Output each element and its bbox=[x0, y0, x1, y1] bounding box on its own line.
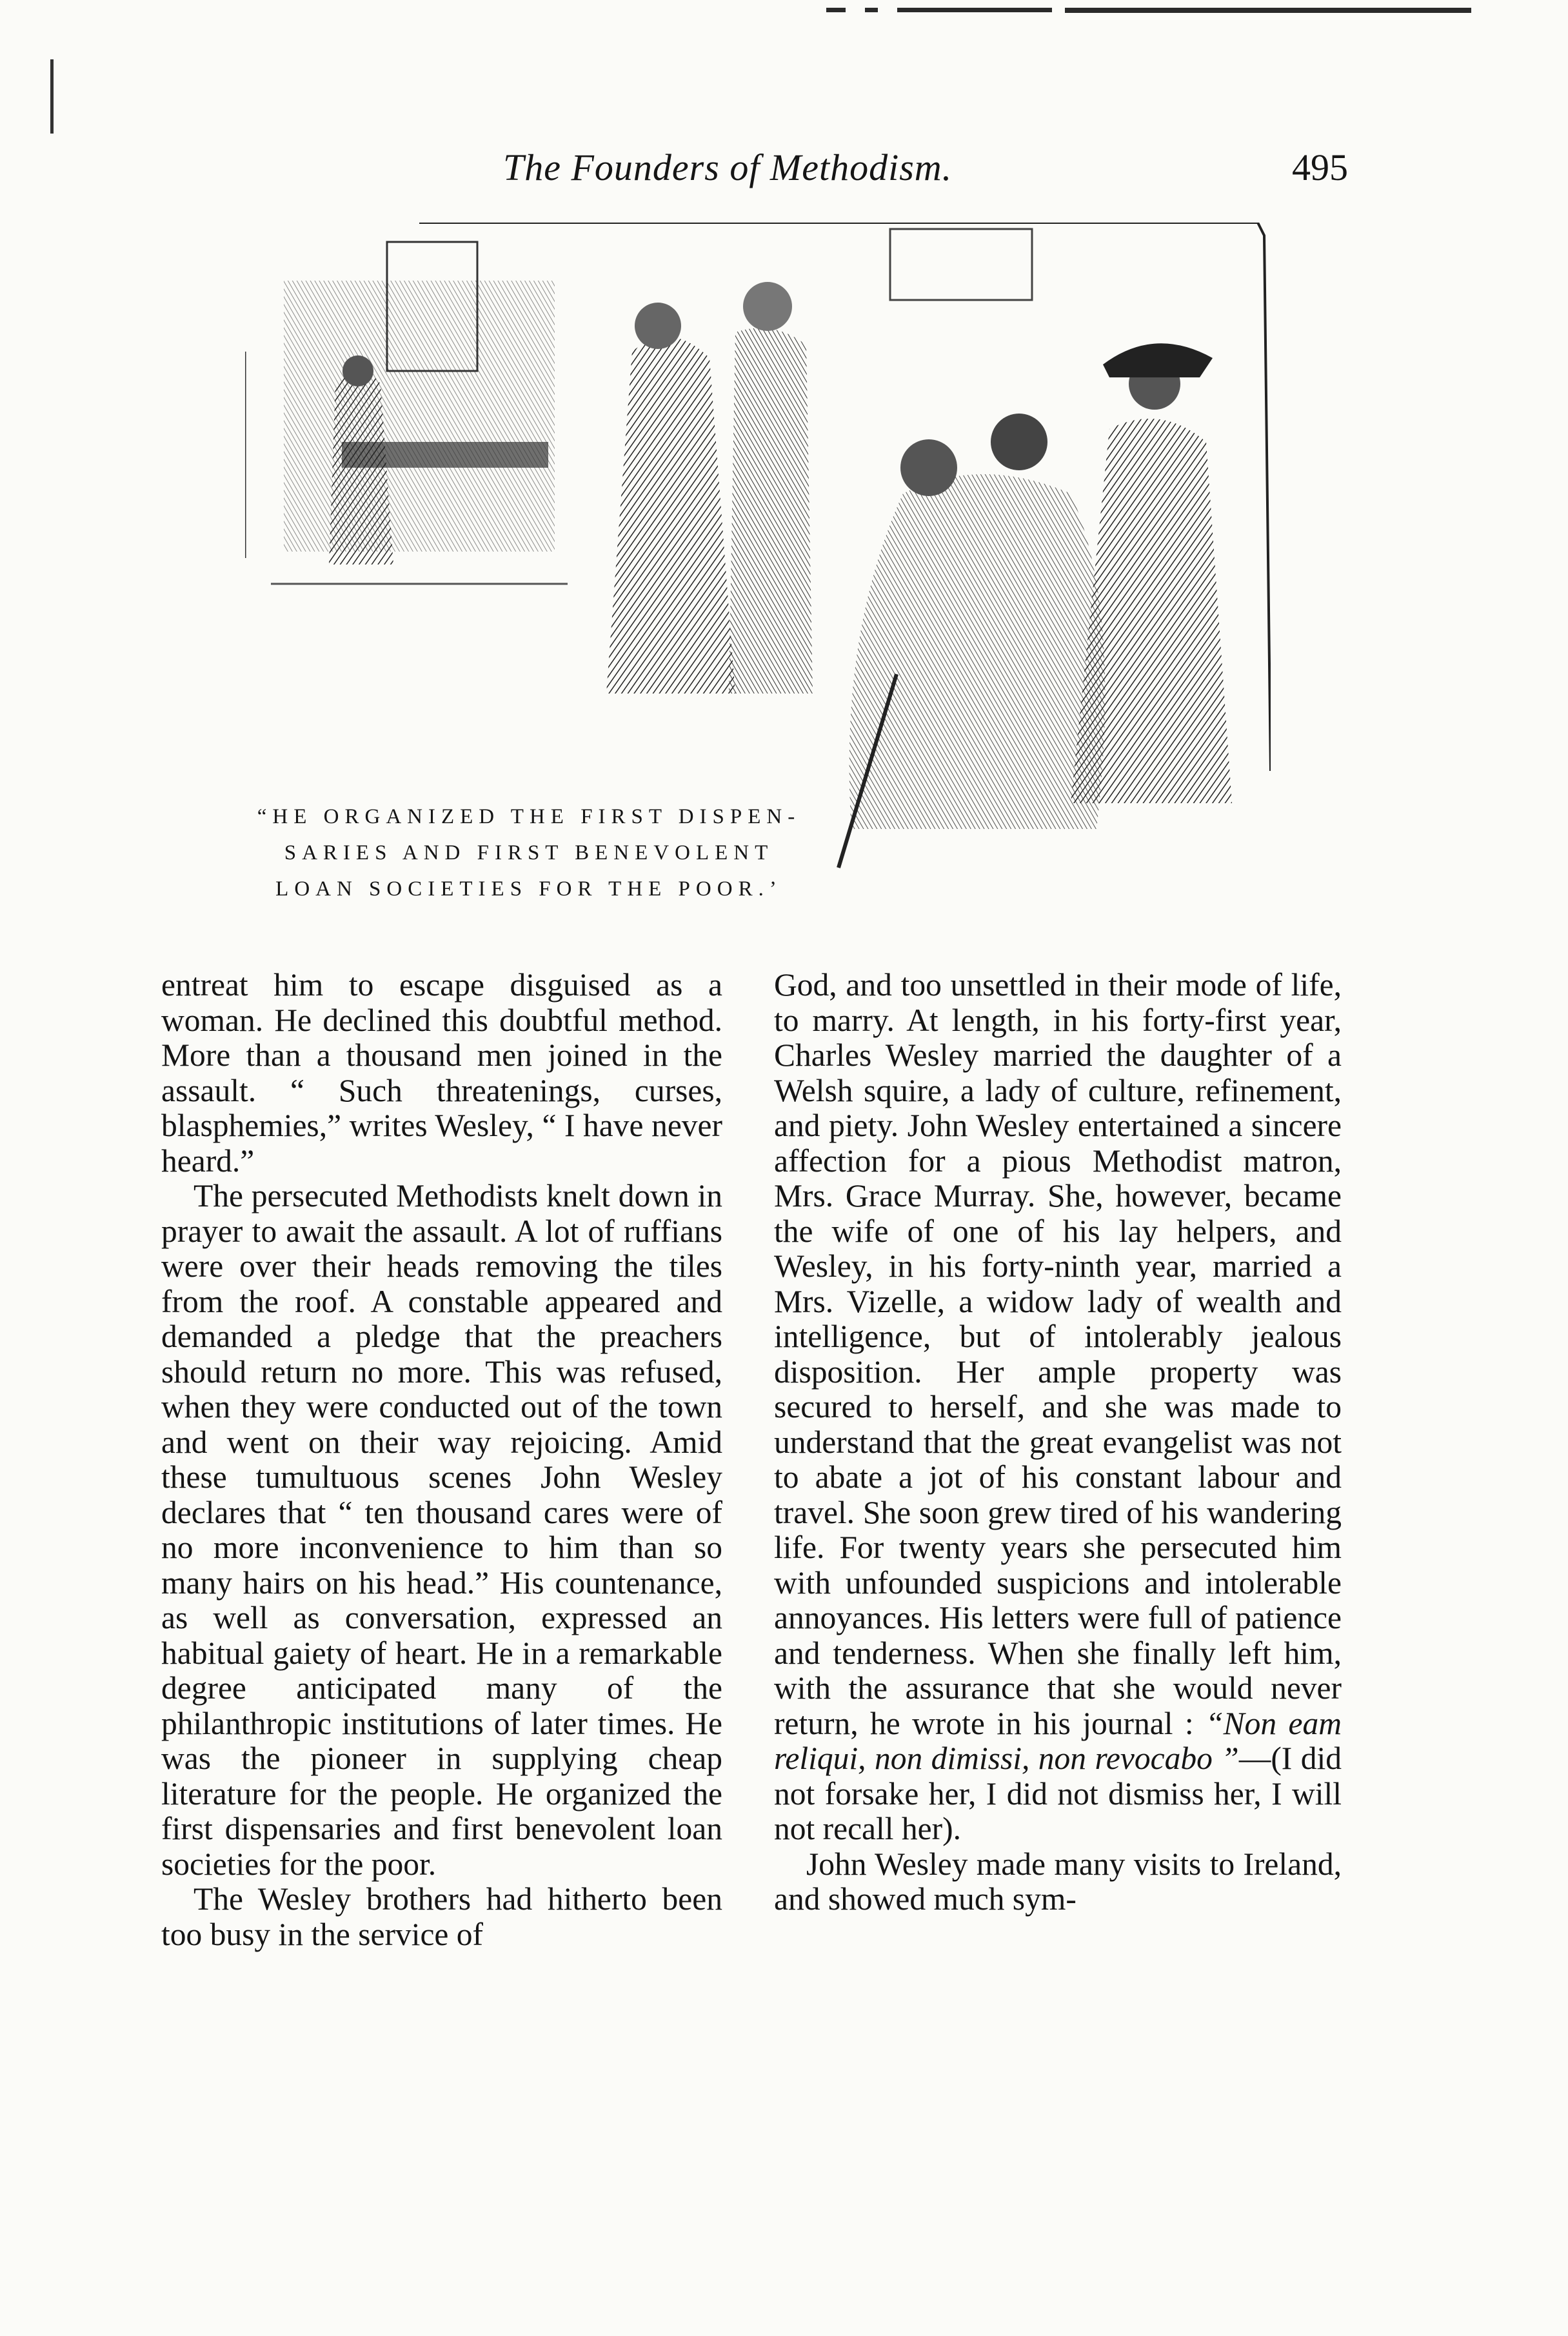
latin-quotation: “Non eam reliqui, non dimissi, non revocabo ” bbox=[774, 1705, 1342, 1776]
paragraph: John Wesley made many visits to Ireland, and showed much sym- bbox=[774, 1846, 1342, 1917]
page-header bbox=[258, 141, 1348, 199]
paragraph bbox=[774, 968, 1342, 1847]
top-scan-rule bbox=[826, 8, 1471, 13]
caption-line: LOAN SOCIETIES FOR THE POOR.’ bbox=[275, 877, 782, 901]
caption-line: “HE ORGANIZED THE FIRST DISPEN- bbox=[257, 805, 801, 828]
paragraph-text: God, and too unsettled in their mode of life, to marry. At length, in his forty-first year, Charles Wesley married the daughter of a Welsh squire, a lady of culture, refinement, and piety. John Wesley entertained a sincere affection for a pious Methodist matron, Mrs. Grace Murray. She, however, became the wife of one of his lay helpers, and Wesley, in his forty-ninth year, married a Mrs. Vizelle, a widow lady of wealth and intelligence, but of intolerably jealous disposition. Her ample property was secured to herself, and she was made to understand that the great evangelist was not to abate a jot of his constant labour and travel. She soon grew tired of his wandering life. For twenty years she persecuted him with unfounded suspicions and intolerable annoyances. His letters were full of patience and tenderness. When she finally left him, with the assurance that she would never return, he wrote in his journal : bbox=[774, 967, 1342, 1741]
caption-line: SARIES AND FIRST BENEVOLENT bbox=[284, 841, 774, 864]
illustration-caption bbox=[245, 799, 813, 907]
page-number: 495 bbox=[1292, 146, 1348, 188]
left-text-column bbox=[161, 968, 722, 1952]
right-text-column bbox=[774, 968, 1342, 1917]
paragraph: entreat him to escape disguised as a woman. He declined this doubtful method. More than a thousand men joined in the assault. “ Such threatenings, curses, blasphemies,” writes Wesley, “ I have never heard.” bbox=[161, 967, 722, 1179]
paragraph: The persecuted Methodists knelt down in prayer to await the assault. A lot of ruffians were over their heads removing the tiles from the roof. A constable appeared and demanded a pledge that the preachers should return no more. This was refused, when they were conducted out of the town and went on their way rejoicing. Amid these tumultuous scenes John Wesley declares that “ ten thousand cares were of no more inconvenience to him than so many hairs on his head.” His countenance, as well as conversation, expressed an habitual gaiety of heart. He in a remarkable degree anticipated many of the philanthropic institutions of later times. He was the pioneer in supplying cheap literature for the people. He organized the first dispensaries and first benevolent loan societies for the poor. bbox=[161, 1178, 722, 1882]
quotation-translation: —(I did not forsake her, I did not dismiss her, I will not recall her). bbox=[774, 1741, 1342, 1846]
margin-scan-mark bbox=[50, 59, 54, 134]
paragraph: The Wesley brothers had hitherto been too busy in the service of bbox=[161, 1881, 722, 1952]
running-title: The Founders of Methodism. bbox=[503, 146, 953, 188]
